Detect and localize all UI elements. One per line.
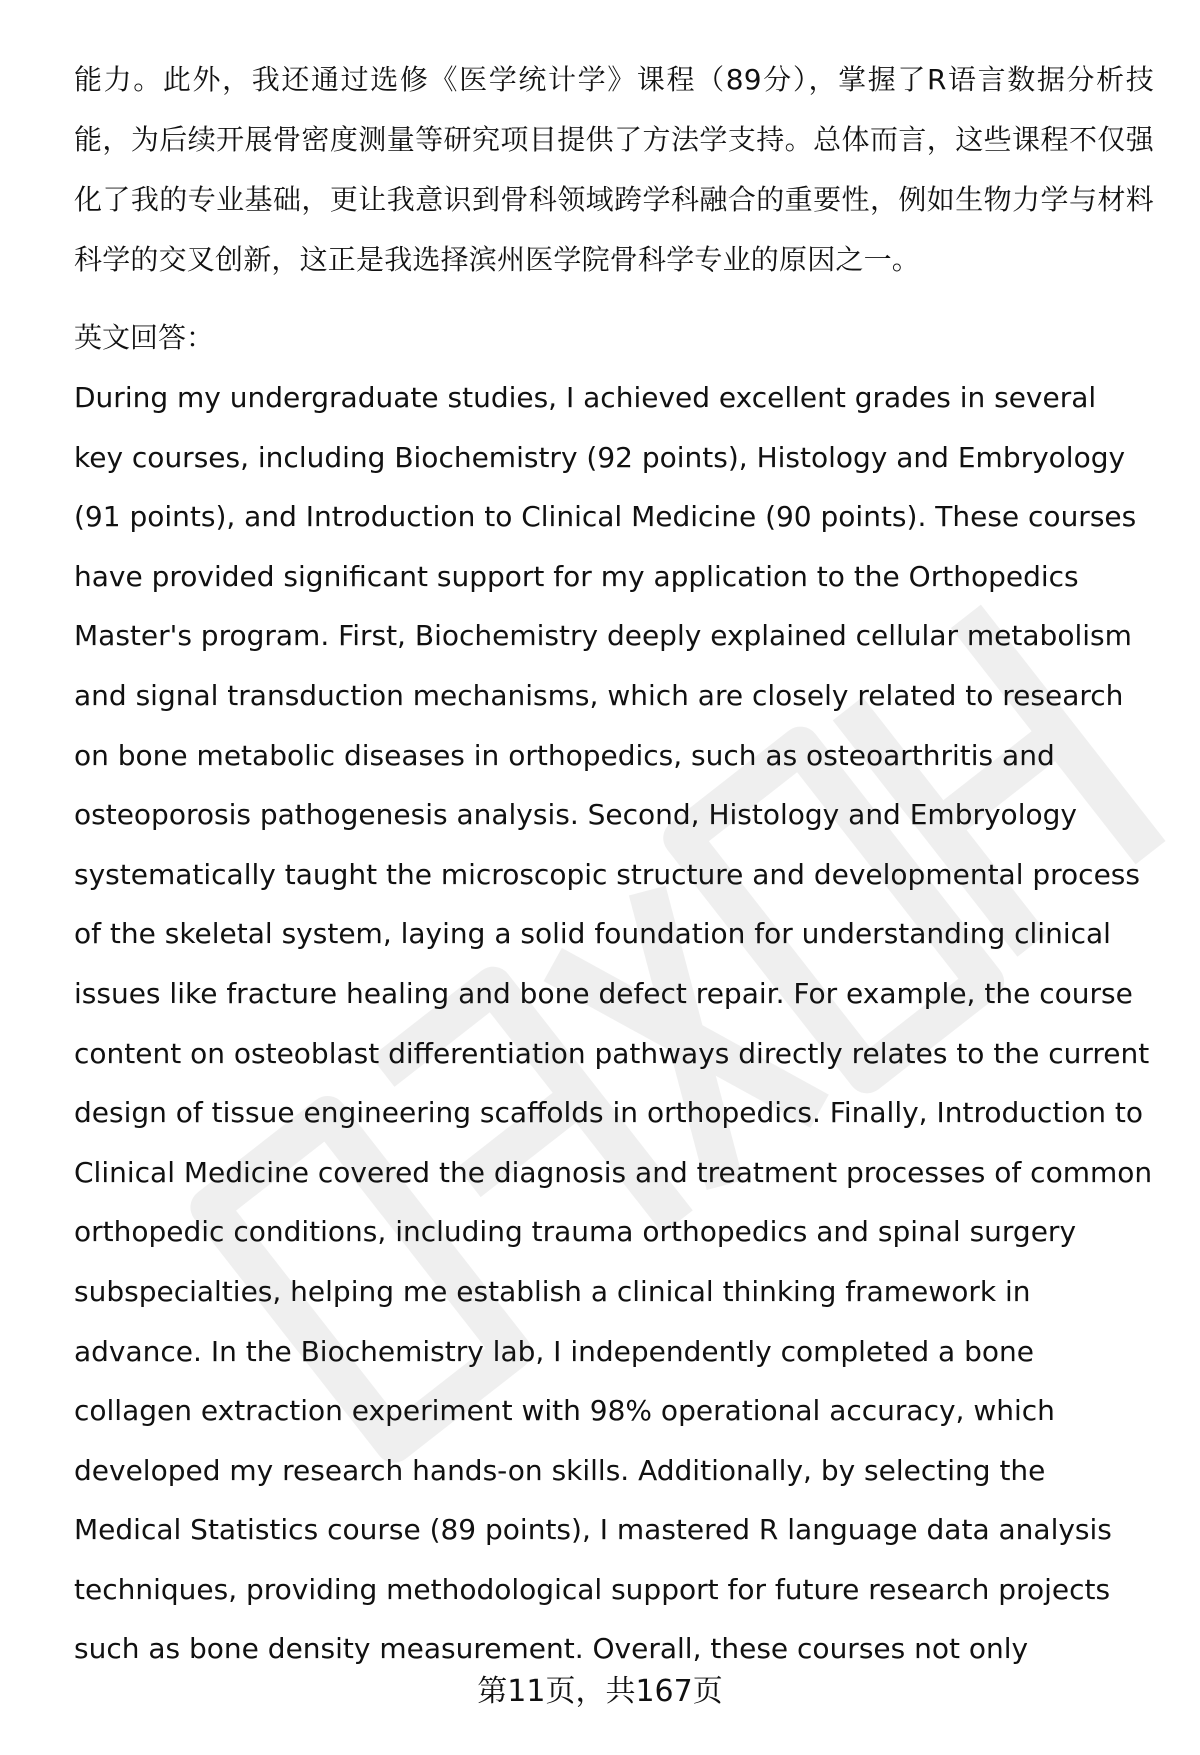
page-number-footer: 第11页，共167页 <box>477 1674 723 1709</box>
chinese-answer-paragraph: 能力。此外，我还通过选修《医学统计学》课程（89分），掌握了R语言数据分析技能，为后续开展骨密度测量等研究项目提供了方法学支持。总体而言，这些课程不仅强化了我的专业基础，更让我意识到骨科领域跨学科融合的重要性，例如生物力学与材料科学的交叉创新，这正是我选择滨州医学院骨科学专业的原因之一。 <box>74 63 1154 276</box>
main-content <box>74 50 1154 1679</box>
english-answer-paragraph: During my undergraduate studies, I achieved excellent grades in several key courses, including Biochemistry (92 points), Histology and Embryology (91 points), and Introduction to Clinical Medicine (90 points). These courses have provided significant support for my application to the Orthopedics Master's program. First, Biochemistry deeply explained cellular metabolism and signal transduction mechanisms, which are closely related to research on bone metabolic diseases in orthopedics, such as osteoarthritis and osteoporosis pathogenesis analysis. Second, Histology and Embryology systematically taught the microscopic structure and developmental process of the skeletal system, laying a solid foundation for understanding clinical issues like fracture healing and bone defect repair. For example, the course content on osteoblast differentiation pathways directly relates to the current design of tissue engineering scaffolds in orthopedics. Finally, Introduction to Clinical Medicine covered the diagnosis and treatment processes of common orthopedic conditions, including trauma orthopedics and spinal surgery subspecialties, helping me establish a clinical thinking framework in advance. In the Biochemistry lab, I independently completed a bone collagen extraction experiment with 98% operational accuracy, which developed my research hands-on skills. Additionally, by selecting the Medical Statistics course (89 points), I mastered R language data analysis techniques, providing methodological support for future research projects such as bone density measurement. Overall, these courses not only <box>74 381 1153 1666</box>
english-answer-label: 英文回答： <box>74 321 215 354</box>
